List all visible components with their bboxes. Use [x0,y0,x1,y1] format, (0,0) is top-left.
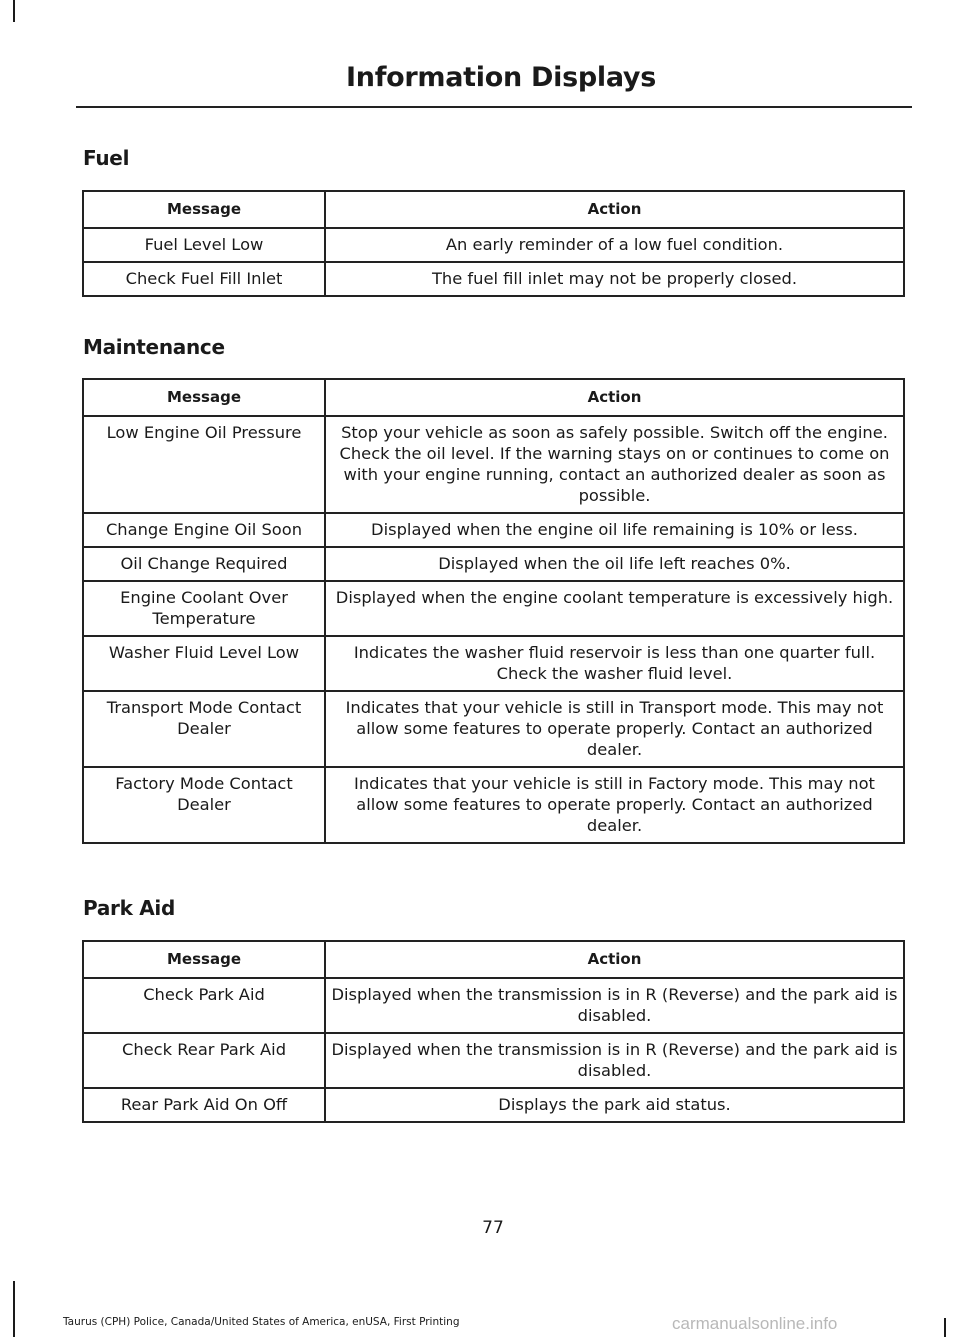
table-row [83,416,904,513]
header-divider [76,106,912,108]
action-cell: Displayed when the transmission is in R (Reverse) and the park aid is disabled. [325,978,904,1033]
action-cell: Indicates that your vehicle is still in Factory mode. This may not allow some features to operate properly. Contact an authorized dealer. [325,767,904,843]
table-row [83,691,904,767]
park-aid-table [82,940,905,1123]
message-cell: Rear Park Aid On Off [83,1088,325,1122]
message-cell: Factory Mode Contact Dealer [83,767,325,843]
crop-mark-bottom-right [944,1318,946,1337]
message-cell: Transport Mode Contact Dealer [83,691,325,767]
message-cell: Check Park Aid [83,978,325,1033]
table-row [83,547,904,581]
column-header-message: Message [83,379,325,416]
message-cell: Check Fuel Fill Inlet [83,262,325,296]
action-cell: Stop your vehicle as soon as safely possible. Switch off the engine. Check the oil level. If the warning stays on or continues to come on with your engine running, contact an authorized dealer as soon as possible. [325,416,904,513]
section-title-park-aid: Park Aid [83,896,175,920]
table-row [83,636,904,691]
section-title-maintenance: Maintenance [83,335,225,359]
watermark: carmanualsonline.info [672,1314,838,1333]
footer-edition-text: Taurus (CPH) Police, Canada/United States of America, enUSA, First Printing [63,1316,460,1328]
table-row [83,581,904,636]
action-cell: Displayed when the transmission is in R (Reverse) and the park aid is disabled. [325,1033,904,1088]
fuel-table [82,190,905,297]
table-row [83,978,904,1033]
action-cell: Indicates the washer fluid reservoir is less than one quarter full. Check the washer fluid level. [325,636,904,691]
table-row [83,1033,904,1088]
action-cell: Displays the park aid status. [325,1088,904,1122]
message-cell: Engine Coolant Over Temperature [83,581,325,636]
table-header-row [83,191,904,228]
table-row [83,262,904,296]
message-cell: Change Engine Oil Soon [83,513,325,547]
table-header-row [83,941,904,978]
column-header-action: Action [325,191,904,228]
page-header-title: Information Displays [346,62,656,93]
message-cell: Low Engine Oil Pressure [83,416,325,513]
column-header-message: Message [83,191,325,228]
crop-mark-top-left [13,0,15,22]
table-row [83,767,904,843]
table-row [83,228,904,262]
action-cell: Displayed when the engine oil life remaining is 10% or less. [325,513,904,547]
action-cell: An early reminder of a low fuel condition. [325,228,904,262]
table-row [83,1088,904,1122]
maintenance-table [82,378,905,844]
message-cell: Oil Change Required [83,547,325,581]
column-header-message: Message [83,941,325,978]
action-cell: The fuel fill inlet may not be properly closed. [325,262,904,296]
crop-mark-bottom-left [13,1281,15,1337]
table-header-row [83,379,904,416]
action-cell: Displayed when the engine coolant temperature is excessively high. [325,581,904,636]
message-cell: Check Rear Park Aid [83,1033,325,1088]
page-number: 77 [482,1218,504,1238]
message-cell: Fuel Level Low [83,228,325,262]
action-cell: Displayed when the oil life left reaches 0%. [325,547,904,581]
table-row [83,513,904,547]
action-cell: Indicates that your vehicle is still in Transport mode. This may not allow some features to operate properly. Contact an authorized dealer. [325,691,904,767]
message-cell: Washer Fluid Level Low [83,636,325,691]
column-header-action: Action [325,941,904,978]
column-header-action: Action [325,379,904,416]
section-title-fuel: Fuel [83,146,130,170]
